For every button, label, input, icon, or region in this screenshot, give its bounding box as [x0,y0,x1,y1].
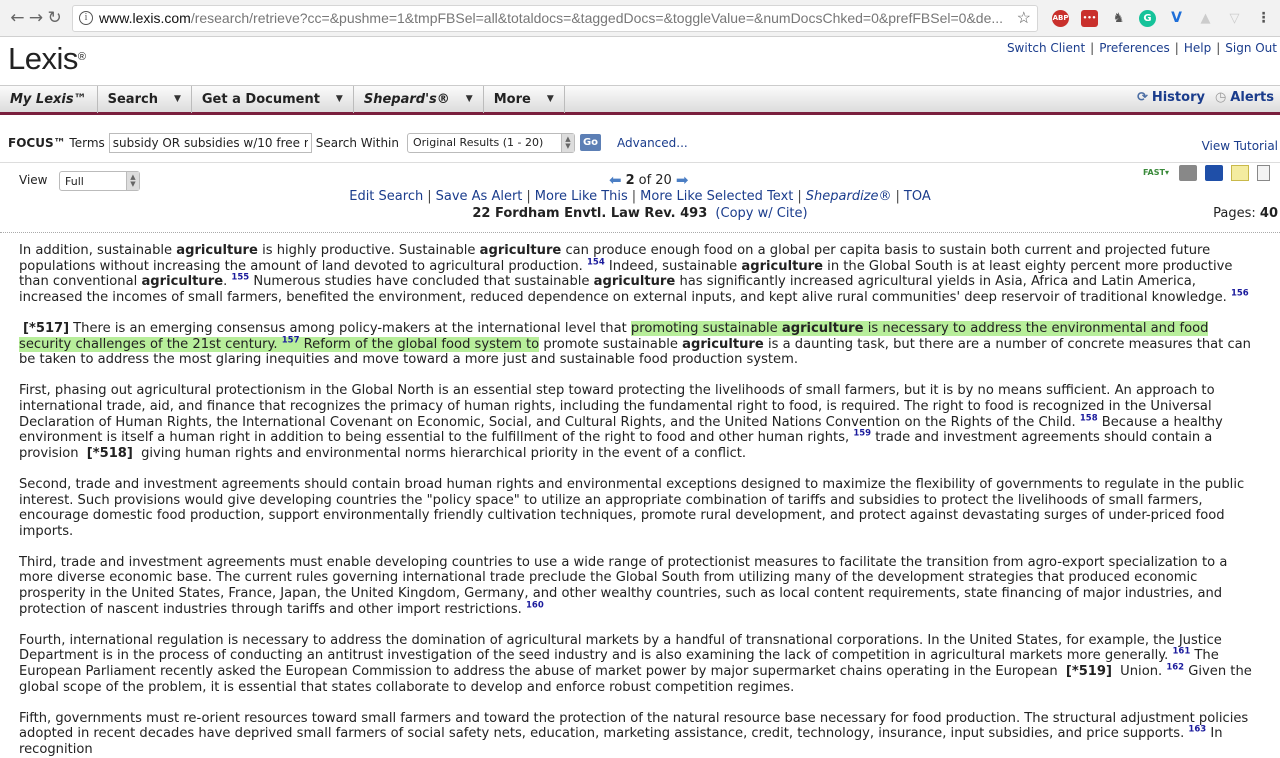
document-pager [609,171,688,189]
search-within-select[interactable] [407,133,575,153]
document-body [0,233,1280,758]
extensions-bar [1052,10,1272,27]
footnote-link[interactable]: 156 [1230,288,1249,299]
adblock-icon[interactable]: ABP [1052,10,1069,27]
document-icon[interactable] [1257,165,1270,181]
citation-text: 22 Fordham Envtl. Law Rev. 493 [472,206,708,221]
footnote-link[interactable]: 157 [281,335,300,346]
footnote-link[interactable]: 155 [231,272,250,283]
main-menu-bar [0,85,1280,115]
menu-get-a-document[interactable] [192,86,354,113]
separator: | [631,189,637,204]
menu-search[interactable] [98,86,192,113]
separator: | [427,189,432,204]
forward-icon[interactable]: → [28,8,44,28]
pages-value: 40 [1259,206,1278,221]
save-disk-icon[interactable] [1205,165,1223,181]
save-as-alert-link[interactable]: Save As Alert [435,189,523,204]
footnote-link[interactable]: 158 [1079,413,1098,424]
pages-label: Pages: [1213,206,1256,221]
more-like-this-link[interactable]: More Like This [534,189,628,204]
document-action-links [0,189,1280,204]
separator: | [895,189,900,204]
preferences-link[interactable]: Preferences [1099,41,1170,55]
menu-more[interactable] [484,86,565,113]
view-tutorial-link[interactable]: View Tutorial [1201,139,1278,153]
search-within-value: Original Results (1 - 20) [413,136,544,149]
alerts-link[interactable] [1215,90,1274,105]
page-count [1213,206,1278,221]
page-marker: [*519] [1065,664,1113,680]
separator: | [1174,41,1179,55]
menu-label: Shepard's® [363,91,450,107]
edit-search-link[interactable]: Edit Search [349,189,424,204]
menu-label: More [493,91,531,107]
back-icon[interactable]: ← [10,8,25,28]
separator: | [1090,41,1095,55]
search-term: agriculture [741,258,824,274]
drive-icon[interactable]: ▲ [1200,10,1211,26]
top-links [1007,41,1277,55]
lexis-logo[interactable] [8,41,85,77]
filter-icon[interactable]: ▽ [1229,10,1240,26]
menu-my-lexis[interactable] [0,86,98,113]
document-total: of 20 [638,172,672,188]
help-link[interactable]: Help [1183,41,1212,55]
search-term: agriculture [141,274,224,290]
separator: | [1216,41,1221,55]
paragraph: Second, trade and investment agreements should contain broad human rights and environmental exceptions designed to maximize the flexibility of governments to regulate in the public interest. Such provisions would give developing countries the "policy space" to utilize an appropriate combination of tariffs and subsidies to protect the livelihoods of small farmers, encourage domestic food production, support environmentally friendly cultivation techniques, promote rural development, and protect against devastating surges of under-priced food imports. [19,476,1245,539]
address-bar[interactable] [72,5,1038,32]
grammarly-icon[interactable]: G [1139,10,1156,27]
history-icon: ⟳ [1136,90,1148,105]
paragraph: Third, trade and investment agreements must enable developing countries to use a wide range of protectionist measures to facilitate the transition from agro-export specialization to a more diverse economic base. The current rules governing international trade preclude the Global South from utilizing many of the development strategies that produced economic prosperity in the United States, France, Japan, the United Kingdom, Germany, and other wealthy countries, such as local content requirements, state financing of major industries, and protection of nascent industries through tariffs and other import restrictions. $^{160}$ [19,554,1228,617]
view-select[interactable] [59,171,140,191]
site-header [0,37,1280,85]
shepardize-link[interactable]: Shepardize® [805,189,892,204]
separator: | [526,189,531,204]
document-tools [1143,165,1270,181]
footnote-link[interactable]: 160 [525,600,544,611]
alarm-clock-icon: ◷ [1214,90,1227,105]
menu-shepards[interactable] [354,86,484,113]
search-within-label: Search Within [315,135,399,150]
toa-link[interactable]: TOA [903,189,931,204]
search-term: agriculture [682,336,764,352]
evernote-icon[interactable]: ♞ [1112,10,1125,26]
vimeo-icon[interactable]: V [1171,9,1182,26]
focus-label: FOCUS™ [8,135,66,150]
menu-label: Search [107,91,158,107]
paragraph: Fourth, international regulation is necessary to address the domination of agricultural markets by a handful of transnational corporations. In the United States, for example, the Justice Department is in the process of conducting an antitrust investigation of the seed industry and is also examining the lack of competition in agricultural markets more generally. $^{161}$ The European Parliament recently asked the European Commission to address the abuse of market power by major supermarket chains operating in the European [*519] Union. $^{162}$ Given the global scope of the problem, it is essential that states collaborate to develop and enforce robust competition regimes. [19,632,1252,695]
previous-document-icon[interactable]: ⬅ [609,171,622,189]
footnote-link[interactable]: 163 [1188,725,1207,736]
caret-down-icon: ▼ [335,94,343,104]
focus-terms-input[interactable] [109,133,312,153]
view-label: View [19,173,48,187]
highlighted-text: promoting sustainable agriculture is necessary to address the environmental and food security challenges of the 21st century. $^{157}$ Reform of the global food system to [19,320,1209,352]
more-like-selected-text-link[interactable]: More Like Selected Text [640,189,794,204]
focus-search-row [0,123,1280,163]
caret-down-icon: ▼ [465,94,473,104]
search-term: agriculture [479,243,562,258]
paragraph: [*517] There is an emerging consensus among policy-makers at the international level that promoting sustainable agriculture is necessary to address the environmental and food security challenges of the 21st century. $^{157}$ Reform of the global food system to promote sustainable agriculture is a daunting task, but there are a number of concrete measures that can be taken to address the most glaring inequities and move toward a more just and sustainable food production system. [19,320,1251,368]
caret-down-icon: ▼ [546,94,554,104]
url-path: /research/retrieve?cc=&pushme=1&tmpFBSel=all&totaldocs=&taggedDocs=&toggleValue=&numDocsChked=0&prefFBSel=0&de... [190,10,1004,26]
alerts-label: Alerts [1230,90,1274,105]
print-icon[interactable] [1179,165,1197,181]
menu-label: My Lexis™ [10,91,87,107]
terms-label: Terms [69,135,105,150]
caret-down-icon: ▼ [173,94,181,104]
select-arrows-icon: ▲ ▼ [561,134,574,152]
browser-menu-icon[interactable]: ⋮ [1256,9,1271,26]
paragraph: In addition, sustainable agriculture is highly productive. Sustainable agriculture can produce enough food on a global per capita basis to sustain both current and projected future populations without increasing the amount of land devoted to agricultural production. $^{154}$ Indeed, sustainable agriculture in the Global South is at least eighty percent more productive than conventional agriculture. $^{155}$ Numerous studies have concluded that sustainable agriculture has significantly increased agricultural yields in Asia, Africa and Latin America, increased the incomes of small farmers, benefited the environment, reduced dependence on external inputs, and kept alive rural communities' deep reservoir of traditional knowledge. $^{156}$ [19,243,1249,305]
reload-icon[interactable]: ↻ [47,8,62,28]
right-menu [1137,90,1274,105]
sign-out-link[interactable]: Sign Out [1225,41,1277,55]
site-info-icon[interactable]: i [79,11,93,25]
page-marker: [*518] [86,445,133,461]
search-term: agriculture [176,243,258,258]
switch-client-link[interactable]: Switch Client [1006,41,1086,55]
document-toolbar [0,163,1280,233]
red-extension-icon[interactable]: ••• [1081,10,1098,27]
paragraph: Fifth, governments must re-orient resources toward small farmers and toward the protection of the natural resource base necessary for food production. The structural adjustment policies adopted in recent decades have deprived small farmers of social safety nets, education, marketing assistance, credit, technology, insurance, input subsidies, and price supports. $^{163}$ In recognition [19,710,1249,757]
menu-label: Get a Document [201,91,320,107]
search-term: agriculture [593,274,676,290]
copy-with-cite-link[interactable]: (Copy w/ Cite) [715,206,808,221]
select-arrows-icon: ▲ ▼ [126,172,139,190]
bookmark-star-icon[interactable]: ☆ [1016,10,1032,27]
history-label: History [1151,90,1205,105]
separator: | [797,189,802,204]
view-value: Full [65,174,84,188]
history-link[interactable] [1137,90,1205,105]
logo-text: Lexis [8,41,78,76]
paragraph: First, phasing out agricultural protectionism in the Global North is an essential step toward protecting the livelihoods of small farmers, but it is by no means sufficient. An approach to international trade, aid, and finance that recognizes the primacy of human rights, including the fundamental right to food, is required. The right to food is recognized in the Universal Declaration of Human Rights, the International Covenant on Economic, Social, and Cultural Rights, and the United Nations Convention on the Rights of the Child. $^{158}$ Because a healthy environment is itself a human right in addition to being essential to the fulfillment of the right to food and other human rights, $^{159}$ trade and investment agreements should contain a provision [*518] giving human rights and environmental norms hierarchical priority in the event of a conflict. [19,383,1223,461]
footnote-link[interactable]: 154 [587,257,605,268]
browser-toolbar [0,0,1280,37]
footnote-link[interactable]: 159 [853,428,872,439]
registered-mark: ® [77,51,86,63]
citation [0,206,1280,221]
email-icon[interactable] [1231,165,1249,181]
next-document-icon[interactable]: ➡ [675,171,689,189]
fast-print-icon[interactable]: FAST▾ [1143,168,1169,177]
go-button[interactable]: Go [580,134,601,151]
current-document-number: 2 [625,172,635,188]
advanced-link[interactable]: Advanced... [617,135,688,150]
footnote-link[interactable]: 162 [1166,662,1185,673]
url-domain: www.lexis.com [99,10,191,26]
page-marker: [*517] [23,320,70,336]
footnote-link[interactable]: 161 [1172,647,1191,658]
